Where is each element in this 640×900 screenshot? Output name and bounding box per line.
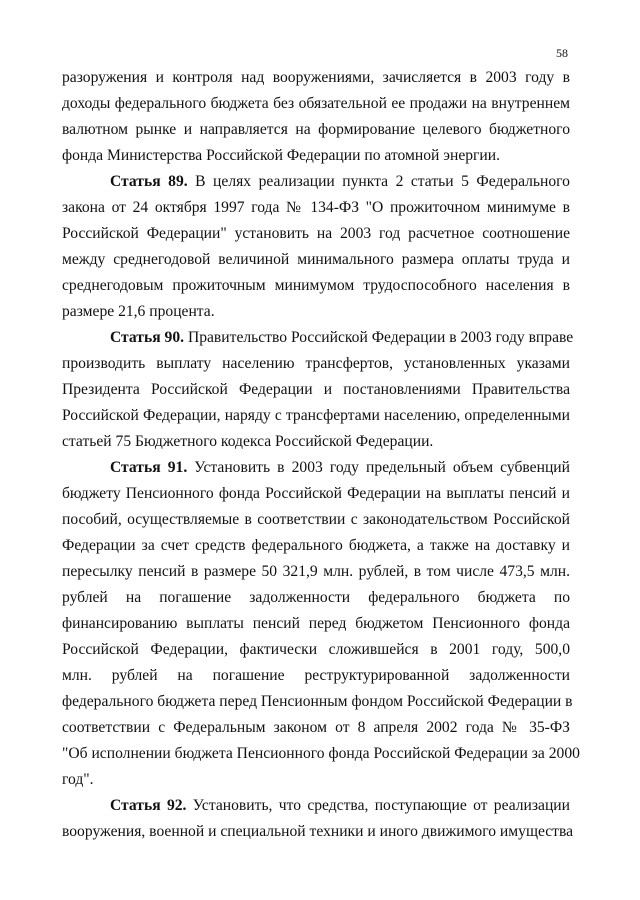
paragraph-article-91 <box>62 455 580 793</box>
text-line: среднегодовым прожиточным минимумом трудоспособного населения в <box>62 277 570 294</box>
text-line: Федерации за счет средств федерального бюджета, а также на доставку и <box>62 537 570 554</box>
text-line: размере 21,6 процента. <box>62 303 215 320</box>
text-line <box>62 169 570 195</box>
text-line <box>62 455 570 481</box>
text-fragment: Правительство Российской Федерации в 2003 году вправе <box>184 329 574 346</box>
text-line: год". <box>62 771 94 788</box>
text-line <box>62 793 570 819</box>
paragraph-article-92 <box>62 793 574 845</box>
article-label: Статья 92. <box>110 797 187 814</box>
text-line: соответствии с Федеральным законом от 8 апреля 2002 года № 35-ФЗ <box>62 719 570 736</box>
text-line: пособий, осуществляемые в соответствии с законодательством Российской <box>62 511 570 528</box>
text-line: "Об исполнении бюджета Пенсионного фонда Российской Федерации за 2000 <box>62 745 580 762</box>
text-line: рублей на погашение задолженности федерального бюджета по <box>62 589 570 606</box>
paragraph-article-89 <box>62 169 570 325</box>
text-fragment: Установить, что средства, поступающие от реализации <box>186 797 570 814</box>
text-line: федерального бюджета перед Пенсионным фондом Российской Федерации в <box>62 693 573 710</box>
page-number: 58 <box>556 46 568 60</box>
text-line: Российской Федерации" установить на 2003 год расчетное соотношение <box>62 225 570 242</box>
text-line <box>62 325 574 351</box>
text-fragment: В целях реализации пункта 2 статьи 5 Федерального <box>187 173 570 190</box>
article-label: Статья 90. <box>110 329 185 346</box>
text-line: млн. рублей на погашение реструктурированной задолженности <box>62 667 570 684</box>
text-line: финансированию выплаты пенсий перед бюджетом Пенсионного фонда <box>62 615 570 632</box>
text-line: пересылку пенсий в размере 50 321,9 млн. рублей, в том числе 473,5 млн. <box>62 563 570 580</box>
text-line: закона от 24 октября 1997 года № 134-ФЗ "О прожиточном минимуме в <box>62 199 570 216</box>
text-fragment: Установить в 2003 году предельный объем субвенций <box>187 459 570 476</box>
article-label: Статья 91. <box>110 459 188 476</box>
text-line: Российской Федерации, фактически сложившейся в 2001 году, 500,0 <box>62 641 570 658</box>
paragraph-article-90 <box>62 325 574 455</box>
text-line: разоружения и контроля над вооружениями, зачисляется в 2003 году в <box>62 69 570 86</box>
text-line: фонда Министерства Российской Федерации по атомной энергии. <box>62 147 501 164</box>
text-line: статьей 75 Бюджетного кодекса Российской Федерации. <box>62 433 434 450</box>
text-line: Российской Федерации, наряду с трансфертами населению, определенными <box>62 407 570 424</box>
text-line: валютном рынке и направляется на формирование целевого бюджетного <box>62 121 570 138</box>
text-line: между среднегодовой величиной минимального размера оплаты труда и <box>62 251 570 268</box>
text-line: Президента Российской Федерации и постановлениями Правительства <box>62 381 570 398</box>
document-body <box>62 65 580 845</box>
text-line: доходы федерального бюджета без обязательной ее продажи на внутреннем <box>62 95 570 112</box>
text-line: вооружения, военной и специальной техники и иного движимого имущества <box>62 823 574 840</box>
text-line: производить выплату населению трансфертов, установленных указами <box>62 355 570 372</box>
article-label: Статья 89. <box>110 173 188 190</box>
paragraph-continuation <box>62 65 570 169</box>
text-line: бюджету Пенсионного фонда Российской Федерации на выплаты пенсий и <box>62 485 570 502</box>
